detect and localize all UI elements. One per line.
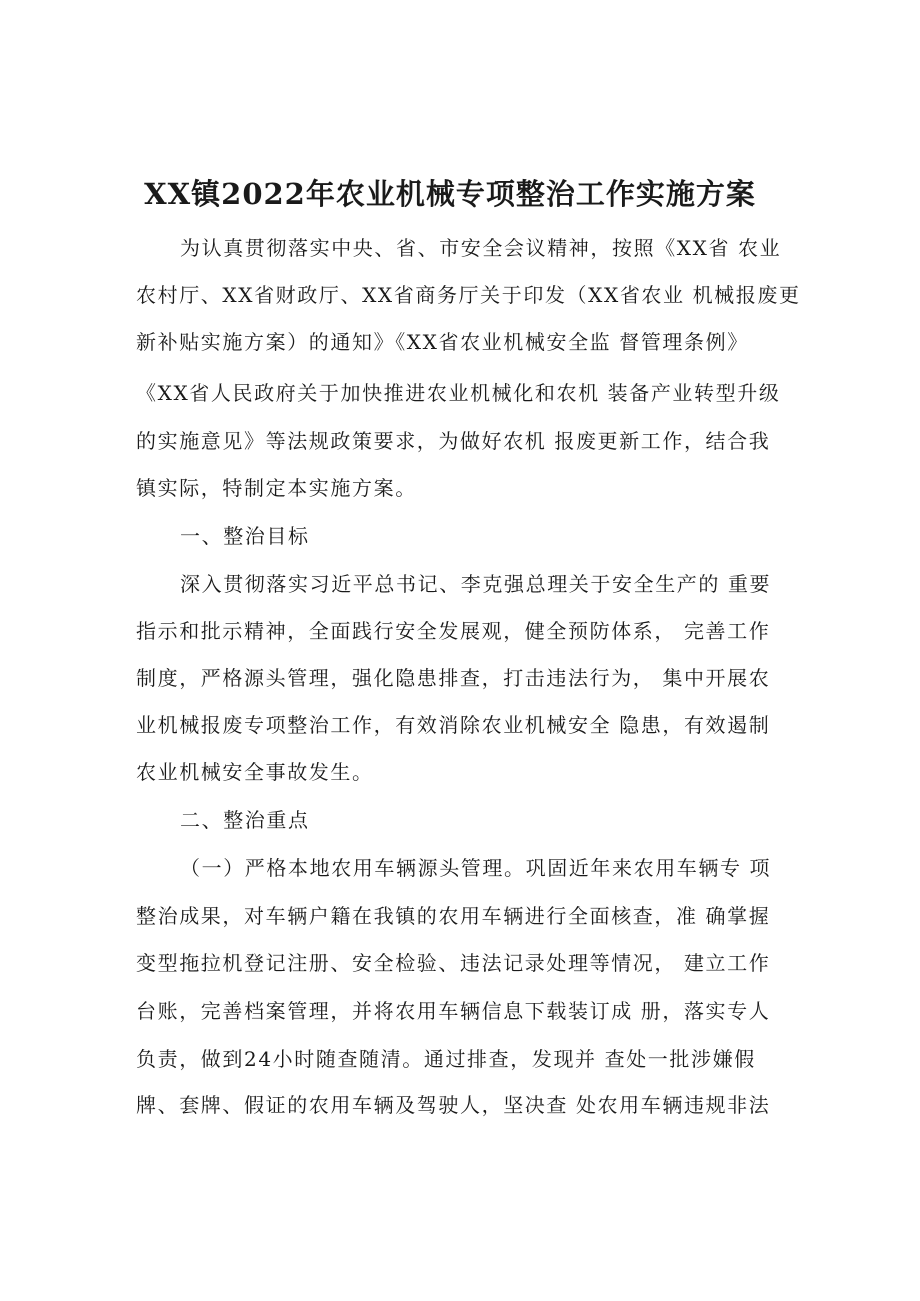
paragraph-line: 的实施意见》等法规政策要求，为做好农机 报废更新工作，结合我 xyxy=(136,429,771,453)
paragraph-line: 台账，完善档案管理，并将农用车辆信息下载装订成 册，落实专人 xyxy=(136,999,771,1023)
paragraph-line: 牌、套牌、假证的农用车辆及驾驶人，坚决查 处农用车辆违规非法 xyxy=(136,1093,771,1117)
paragraph-line: （一）严格本地农用车辆源头管理。巩固近年来农用车辆专 项 xyxy=(180,856,772,880)
section-heading: 二、整治重点 xyxy=(180,808,310,832)
paragraph-line: 深入贯彻落实习近平总书记、李克强总理关于安全生产的 重要 xyxy=(180,572,772,596)
paragraph-line: 为认真贯彻落实中央、省、市安全会议精神，按照《XX省 农业 xyxy=(180,236,782,260)
section-heading: 一、整治目标 xyxy=(180,524,310,548)
paragraph-line: 新补贴实施方案）的通知》《XX省农业机械安全监 督管理条例》 xyxy=(136,330,749,354)
paragraph-line: 农业机械安全事故发生。 xyxy=(136,760,374,784)
paragraph-line: 指示和批示精神，全面践行安全发展观，健全预防体系， 完善工作 xyxy=(136,619,771,643)
paragraph-line: 负责，做到24小时随查随清。通过排查，发现并 查处一批涉嫌假 xyxy=(136,1047,756,1071)
document-title: XX镇2022年农业机械专项整治工作实施方案 xyxy=(144,177,756,211)
paragraph-line: 整治成果，对车辆户籍在我镇的农用车辆进行全面核查，准 确掌握 xyxy=(136,904,771,928)
paragraph-line: 变型拖拉机登记注册、安全检验、违法记录处理等情况， 建立工作 xyxy=(136,951,771,975)
paragraph-line: 镇实际，特制定本实施方案。 xyxy=(136,476,417,500)
paragraph-line: 《XX省人民政府关于加快推进农业机械化和农机 装备产业转型升级 xyxy=(136,381,781,405)
paragraph-line: 业机械报废专项整治工作，有效消除农业机械安全 隐患，有效遏制 xyxy=(136,713,771,737)
paragraph-line: 制度，严格源头管理，强化隐患排查，打击违法行为， 集中开展农 xyxy=(136,666,771,690)
paragraph-line: 农村厅、XX省财政厅、XX省商务厅关于印发（XX省农业 机械报废更 xyxy=(136,283,801,307)
